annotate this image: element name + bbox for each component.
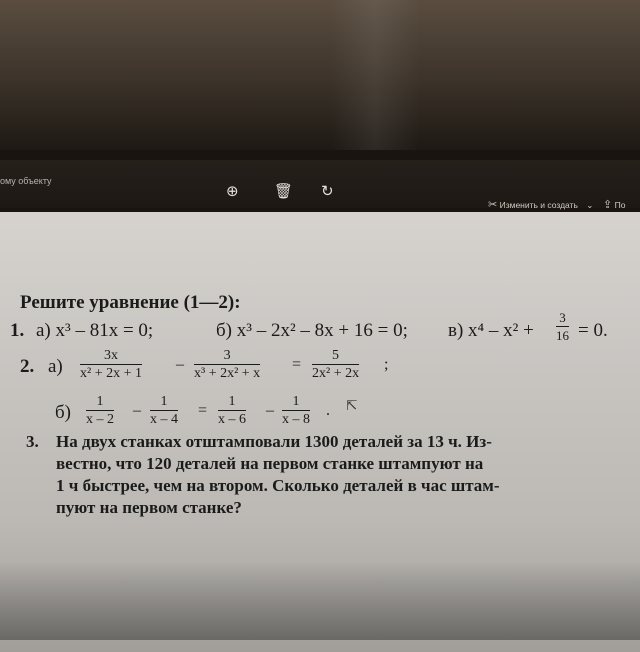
fraction-denominator: x – 4 bbox=[150, 412, 178, 427]
fraction-numerator: 3 bbox=[194, 348, 260, 365]
problem-1c: в) x⁴ – x² + bbox=[448, 320, 534, 341]
mouse-cursor-icon: ⇱ bbox=[346, 399, 358, 414]
share-button[interactable] bbox=[603, 198, 625, 211]
problem-2a-fraction-3 bbox=[312, 348, 359, 381]
problem-3-line-4: пуют на первом станке? bbox=[56, 498, 242, 517]
laptop-bezel bbox=[0, 0, 640, 150]
fraction-numerator: 3 bbox=[556, 310, 569, 327]
edit-create-icon: ✂ bbox=[488, 199, 498, 211]
fraction-denominator: x – 2 bbox=[86, 412, 114, 427]
fraction-numerator: 1 bbox=[150, 394, 178, 411]
chevron-down-icon: ⌄ bbox=[586, 200, 594, 210]
edit-create-label: Изменить и создать bbox=[499, 200, 578, 210]
operator: = bbox=[198, 402, 208, 419]
fraction-denominator: 16 bbox=[556, 328, 569, 343]
zoom-in-icon[interactable]: ⊕ bbox=[226, 182, 239, 200]
problem-2a-fraction-2 bbox=[194, 348, 260, 381]
problem-3-number: 3. bbox=[26, 432, 39, 451]
operator: – bbox=[133, 402, 141, 419]
problem-2b-fraction-2 bbox=[150, 394, 178, 427]
fraction-numerator: 1 bbox=[218, 394, 246, 411]
problem-2a-label: а) bbox=[48, 356, 63, 377]
operator: – bbox=[266, 402, 274, 419]
fraction-denominator: x – 8 bbox=[282, 412, 310, 427]
problem-1-number: 1. bbox=[10, 320, 25, 341]
problem-1c-fraction bbox=[556, 310, 569, 343]
heading: Решите уравнение (1—2): bbox=[20, 292, 241, 313]
problem-2b-fraction-4 bbox=[282, 394, 310, 427]
problem-2b-label: б) bbox=[55, 402, 71, 423]
problem-2b-fraction-1 bbox=[86, 394, 114, 427]
edit-create-button[interactable] bbox=[488, 198, 593, 211]
fraction-denominator: x – 6 bbox=[218, 412, 246, 427]
problem-1a: а) x³ – 81x = 0; bbox=[36, 320, 154, 341]
fraction-numerator: 3x bbox=[80, 348, 142, 365]
trash-icon[interactable]: 🗑 bbox=[274, 182, 294, 200]
problem-3-line-2: вестно, что 120 деталей на первом станке штампуют на bbox=[56, 454, 484, 473]
fraction-numerator: 1 bbox=[282, 394, 310, 411]
problem-2b-fraction-3 bbox=[218, 394, 246, 427]
share-icon: ⇪ bbox=[603, 199, 613, 211]
fraction-numerator: 5 bbox=[312, 348, 359, 365]
fraction-denominator: 2x² + 2x bbox=[312, 366, 360, 381]
operator: – bbox=[176, 356, 184, 373]
operator: ; bbox=[384, 356, 389, 373]
page-shadow bbox=[0, 560, 640, 640]
operator: = bbox=[292, 356, 302, 373]
problem-2a-fraction-1 bbox=[80, 348, 142, 381]
problem-2-number: 2. bbox=[20, 356, 35, 377]
share-label: По bbox=[614, 200, 626, 210]
fraction-numerator: 1 bbox=[86, 394, 114, 411]
fraction-denominator: x² + 2x + 1 bbox=[80, 366, 142, 381]
breadcrumb: ому объекту bbox=[0, 176, 52, 186]
problem-1c-end: = 0. bbox=[578, 320, 608, 341]
problem-1b: б) x³ – 2x² – 8x + 16 = 0; bbox=[216, 320, 408, 341]
operator: . bbox=[326, 402, 330, 419]
rotate-icon[interactable]: ↻ bbox=[321, 182, 334, 200]
fraction-denominator: x³ + 2x² + x bbox=[194, 366, 261, 381]
problem-3-line-1: На двух станках отштамповали 1300 деталей за 13 ч. Из- bbox=[56, 432, 492, 451]
screen-reflection bbox=[330, 0, 420, 150]
problem-3-line-3: 1 ч быстрее, чем на втором. Сколько деталей в час штам- bbox=[56, 476, 500, 495]
